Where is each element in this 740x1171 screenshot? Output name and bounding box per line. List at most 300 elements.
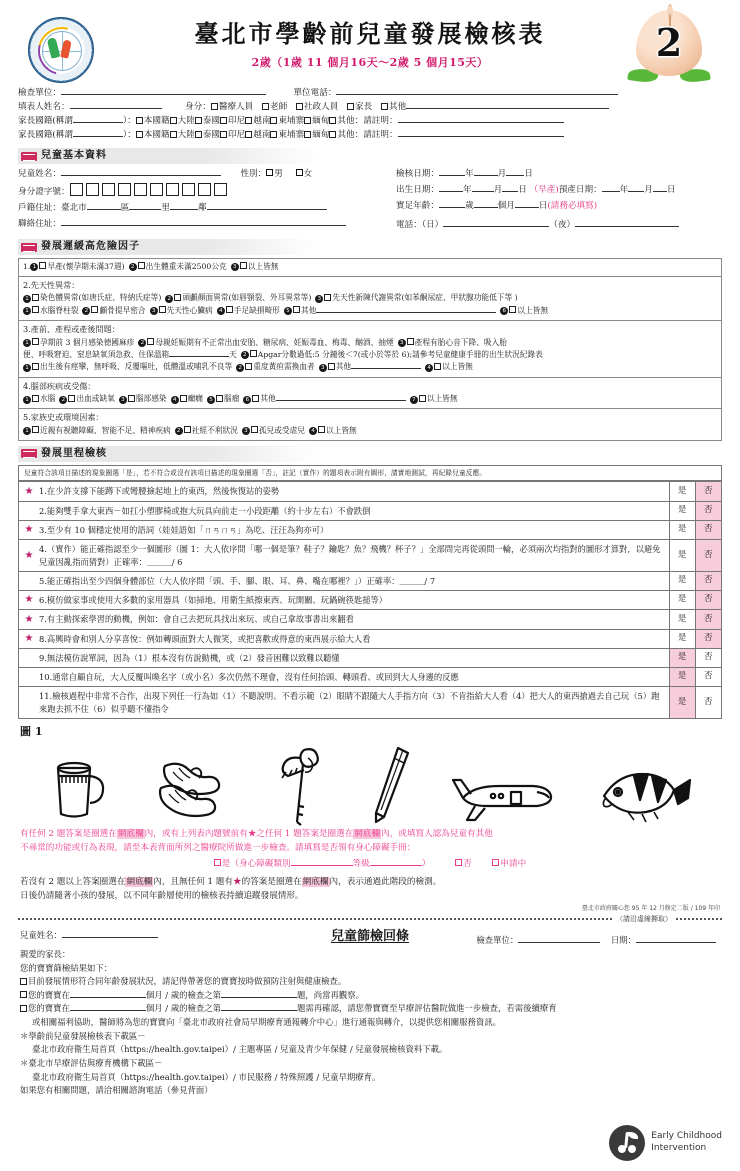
- checkbox-nat2-3[interactable]: [220, 131, 227, 138]
- pass-1c: 的答案是圈選在: [241, 876, 302, 887]
- risk-option-label: 以上皆無: [517, 305, 549, 315]
- risk-item-3: [19, 321, 721, 378]
- figure-caption: 圖 1: [20, 724, 43, 738]
- child-name-row: [18, 167, 390, 183]
- milestone-answer-yes[interactable]: 是: [669, 648, 695, 667]
- phone-row: [396, 214, 720, 234]
- id-box-9[interactable]: [198, 183, 211, 196]
- milestone-answer-yes[interactable]: 是: [669, 610, 695, 629]
- airplane-icon: [449, 766, 559, 826]
- risk-option-number: 2: [165, 295, 173, 303]
- slip-child-name-label: 兒童姓名：: [20, 930, 62, 941]
- risk-item-line: [23, 349, 717, 361]
- id-box-5[interactable]: [134, 183, 147, 196]
- checkbox-risk-option[interactable]: [39, 262, 46, 269]
- checkbox-risk-option[interactable]: [245, 363, 252, 370]
- checkbox-card-applying[interactable]: [492, 859, 499, 866]
- risk-banner-label: 發展遲緩高危險因子: [41, 241, 140, 253]
- parent-title-input-1[interactable]: [73, 115, 123, 123]
- card-close-paren: ）: [421, 858, 431, 869]
- milestone-answer-no[interactable]: 否: [695, 591, 721, 610]
- preterm-label: （早產): [529, 184, 559, 195]
- milestone-answer-yes[interactable]: 是: [669, 501, 695, 520]
- eci-text: [651, 1131, 722, 1154]
- star-marker-empty: [19, 501, 39, 520]
- parent-nationality-tail-2: ）：: [122, 130, 136, 141]
- gender-option-male: 男: [274, 168, 283, 179]
- checkbox-risk-option[interactable]: [250, 350, 257, 357]
- checkbox-nat1-2[interactable]: [195, 117, 202, 124]
- id-label: 身分證字號：: [18, 186, 70, 197]
- milestone-answer-yes[interactable]: 是: [669, 571, 695, 590]
- gender-label: 性別：: [240, 168, 267, 179]
- milestone-answer-yes[interactable]: 是: [669, 668, 695, 687]
- risk-option-number: 4: [171, 396, 179, 404]
- star-marker-icon: ★: [19, 520, 39, 539]
- keys-icon: [270, 744, 332, 826]
- risk-option-label: 先天性心臟病: [166, 305, 213, 315]
- notice-highlight-2: 網底欄: [354, 828, 381, 839]
- household-lin-input[interactable]: [170, 202, 198, 210]
- contact-address-input[interactable]: [61, 217, 346, 225]
- milestone-row: [19, 687, 721, 718]
- parent-nationality-row-2: [18, 129, 726, 143]
- id-box-4[interactable]: [118, 183, 131, 196]
- milestone-answer-yes[interactable]: 是: [669, 482, 695, 501]
- notice-1a: 有任何 2 題答案是圈選在: [20, 828, 117, 839]
- milestone-banner-label: 發展里程檢核: [41, 448, 107, 460]
- badge-number: 2: [655, 20, 683, 65]
- checkbox-nat1-1[interactable]: [170, 117, 177, 124]
- risk-option-number: 1: [30, 263, 38, 271]
- milestone-row: [19, 520, 721, 539]
- unit-phone-input[interactable]: [336, 87, 618, 95]
- checkbox-risk-option[interactable]: [147, 338, 154, 345]
- risk-option-number: 3: [150, 307, 158, 315]
- parent-nationality-label-2: 家長國籍(稱謂: [18, 130, 73, 141]
- date-unit-month-1: 月: [497, 168, 507, 179]
- risk-option-unit: 天: [229, 349, 237, 359]
- unit-input[interactable]: [61, 87, 266, 95]
- checkbox-risk-option[interactable]: [159, 306, 166, 313]
- slip-unit-row: [476, 934, 716, 948]
- milestone-row: [19, 668, 721, 687]
- checkbox-identity-0[interactable]: [211, 103, 218, 110]
- milestone-answer-no[interactable]: 否: [695, 629, 721, 648]
- checkbox-risk-option[interactable]: [184, 426, 191, 433]
- checkbox-risk-option[interactable]: [32, 338, 39, 345]
- milestone-answer-no[interactable]: 否: [695, 501, 721, 520]
- date-unit-year-2: 年: [462, 184, 472, 195]
- nat2-opt-0: 本國籍: [143, 130, 170, 141]
- risk-option-label: 水腦: [40, 394, 56, 404]
- risk-option-label: 水腦脊柱裂: [40, 305, 79, 315]
- age-day-input[interactable]: [515, 199, 539, 207]
- milestone-answer-no[interactable]: 否: [695, 687, 721, 718]
- page-header: [14, 0, 726, 86]
- peach-badge-icon: [626, 8, 712, 86]
- id-box-7[interactable]: [166, 183, 179, 196]
- identity-option-2: 社政人員: [303, 102, 339, 113]
- risk-option-label: Apgar分數過低:5 分鐘後＜7(或小於等於 6);請參考兒童健康手冊的出生狀況紀錄表: [257, 349, 543, 359]
- checkbox-nat1-5[interactable]: [270, 117, 277, 124]
- cut-line-label: （請沿虛線撕取）: [616, 914, 672, 923]
- slip-download-2-title: ＊臺北市早療評估與療育機構下載區－: [20, 1057, 163, 1068]
- unit-label: 檢查單位：: [18, 88, 61, 99]
- checkbox-slip-3[interactable]: [20, 1005, 27, 1012]
- due-month-input[interactable]: [628, 184, 644, 192]
- nat2-opt-2: 泰國: [202, 130, 221, 141]
- risk-option-label: 以上皆無: [325, 425, 357, 435]
- checkbox-risk-option[interactable]: [32, 363, 39, 370]
- banner-mark-icon-3: [21, 449, 37, 458]
- checkbox-card-no[interactable]: [455, 859, 462, 866]
- checkbox-nat1-4[interactable]: [245, 117, 252, 124]
- date-unit-day-1: 日: [524, 168, 533, 179]
- risk-option-number: 3: [398, 339, 406, 347]
- milestone-row: [19, 540, 721, 572]
- checkbox-nat2-5[interactable]: [270, 131, 277, 138]
- risk-option-label: 頭顱顏面異常(如唇顎裂、外耳異常等): [182, 293, 312, 303]
- risk-item-line: [23, 337, 717, 349]
- checkbox-nat2-other[interactable]: [329, 131, 336, 138]
- slip-option-2: [20, 989, 720, 1003]
- pass-line-1: [20, 876, 720, 890]
- due-day-input[interactable]: [653, 184, 667, 192]
- pass-1b: 內，且無任何 1 題有: [153, 876, 233, 887]
- milestone-answer-no[interactable]: 否: [695, 668, 721, 687]
- checkbox-nat2-0[interactable]: [136, 131, 143, 138]
- milestone-answer-yes[interactable]: 是: [669, 629, 695, 648]
- milestone-item-text: 6.模仿做家事或使用大多數的家用器具（如掃地、用衛生紙擦東西、玩開關、玩鍋碗筷匙搥等）: [39, 591, 669, 610]
- id-box-8[interactable]: [182, 183, 195, 196]
- identity-option-4: 其他: [388, 102, 407, 113]
- risk-option-label: 手足缺損畸形: [233, 305, 280, 315]
- notice-1d: 內，或填寫人認為兒童有其他: [381, 828, 493, 839]
- milestone-answer-yes[interactable]: 是: [669, 540, 695, 572]
- milestone-item-text: 1.在少許支撐下能蹲下或彎腰撿起地上的東西，然後恢復站的姿勢: [39, 482, 669, 501]
- checkbox-identity-2[interactable]: [296, 103, 303, 110]
- milestone-answer-no[interactable]: 否: [695, 540, 721, 572]
- checkbox-risk-option[interactable]: [324, 294, 331, 301]
- household-unit-2: 鄰: [197, 202, 207, 213]
- risk-option-number: 3: [231, 263, 239, 271]
- slip-2-item-input[interactable]: [221, 990, 297, 998]
- basic-info-banner-label: 兒童基本資料: [41, 150, 107, 162]
- slip-unit-input[interactable]: [518, 935, 600, 943]
- age-year-input[interactable]: [439, 199, 465, 207]
- date-unit-month-3: 月: [644, 184, 653, 195]
- risk-item-2: [19, 277, 721, 321]
- phone-label: 單位電話：: [293, 88, 337, 99]
- checkbox-gender-male[interactable]: [266, 169, 273, 176]
- risk-option-number: 1: [23, 364, 31, 372]
- date-unit-year-1: 年: [464, 168, 474, 179]
- birth-date-label: 出生日期：: [396, 184, 439, 195]
- fish-icon: [594, 764, 698, 826]
- risk-option-input[interactable]: [276, 394, 406, 401]
- slip-option-1-label: 目前發展情形符合同年齡發展狀況，請記得帶著您的寶寶按時做預防注射與健康檢查。: [28, 976, 347, 987]
- checkbox-identity-4[interactable]: [381, 103, 388, 110]
- checkbox-risk-option[interactable]: [138, 262, 145, 269]
- milestone-answer-yes[interactable]: 是: [669, 687, 695, 718]
- checkbox-risk-option[interactable]: [91, 306, 98, 313]
- checkbox-risk-option[interactable]: [419, 395, 426, 402]
- slip-dear-parent: 親愛的家長：: [20, 949, 71, 960]
- household-district-input[interactable]: [87, 202, 121, 210]
- nat1-opt-2: 泰國: [202, 116, 221, 127]
- card-type-input[interactable]: [291, 858, 353, 866]
- star-marker-icon: ★: [19, 540, 39, 572]
- nat2-other-input[interactable]: [398, 129, 564, 137]
- identity-option-0: 醫療人員: [218, 102, 254, 113]
- star-marker-empty: [19, 648, 39, 667]
- slip-date-input[interactable]: [636, 935, 716, 943]
- nat1-other-input[interactable]: [398, 115, 564, 123]
- age-required-note: (請務必填寫): [547, 200, 598, 211]
- risk-option-input[interactable]: [169, 350, 229, 357]
- check-date-month-input[interactable]: [474, 168, 498, 176]
- milestone-answer-no[interactable]: 否: [695, 482, 721, 501]
- id-box-6[interactable]: [150, 183, 163, 196]
- milestone-item-text: 10.通常自顧自玩，大人反覆叫喚名字（或小名）多次仍然不理會，沒有任何抬頭、轉頭看、或回到大人身邊的反應: [39, 668, 669, 687]
- checkbox-risk-option[interactable]: [68, 395, 75, 402]
- checkbox-nat2-6[interactable]: [304, 131, 311, 138]
- identity-other-input[interactable]: [406, 101, 609, 109]
- milestone-row: [19, 571, 721, 590]
- phone-day-input[interactable]: [443, 219, 549, 227]
- pass-1a: 若沒有 2 題以上答案圈選在: [20, 876, 126, 887]
- slip-option-2a: 您的寶寶在: [28, 989, 70, 1000]
- risk-option-number: 4: [425, 364, 433, 372]
- checkbox-risk-option[interactable]: [174, 294, 181, 301]
- risk-item-title: 2.先天性異常：: [23, 280, 80, 291]
- check-date-year-input[interactable]: [439, 168, 465, 176]
- checkbox-risk-option[interactable]: [32, 306, 39, 313]
- cut-line: [18, 915, 722, 924]
- milestone-answer-yes[interactable]: 是: [669, 520, 695, 539]
- referral-notice: [14, 826, 726, 872]
- date-unit-day-3: 日: [666, 184, 676, 195]
- slip-3-age-input[interactable]: [70, 1004, 146, 1012]
- risk-option-number: 1: [23, 427, 31, 435]
- eci-line-1: Early Childhood: [651, 1131, 722, 1142]
- nat1-opt-0: 本國籍: [143, 116, 170, 127]
- milestone-answer-yes[interactable]: 是: [669, 591, 695, 610]
- birth-day-input[interactable]: [502, 184, 518, 192]
- checkbox-nat2-1[interactable]: [170, 131, 177, 138]
- checkbox-risk-option[interactable]: [128, 395, 135, 402]
- basic-info-block: [14, 167, 726, 235]
- checkbox-slip-1[interactable]: [20, 978, 27, 985]
- age-month-input[interactable]: [474, 199, 498, 207]
- contact-row: [18, 217, 390, 233]
- risk-item-1: [19, 259, 721, 277]
- cup-icon: [42, 752, 116, 826]
- card-level-label: 等級: [352, 858, 370, 869]
- page-title: 臺北市學齡前兒童發展檢核表: [194, 19, 546, 48]
- checkbox-slip-2[interactable]: [20, 991, 27, 998]
- parent-nationality-row-1: [18, 115, 726, 129]
- checkbox-risk-option[interactable]: [293, 306, 300, 313]
- risk-option-label: 先天性新陳代謝異常(如苯酮尿症、甲狀腺功能低下等 ): [332, 293, 518, 303]
- checkbox-risk-option[interactable]: [328, 363, 335, 370]
- id-box-10[interactable]: [214, 183, 227, 196]
- star-marker-icon: ★: [19, 591, 39, 610]
- slip-title: 兒童篩檢回條: [330, 929, 409, 945]
- checkbox-risk-option[interactable]: [252, 395, 259, 402]
- banner-mark-icon: [21, 152, 37, 161]
- risk-option-label: 腦瘤: [224, 394, 240, 404]
- risk-item-line: [23, 261, 717, 273]
- milestone-answer-no[interactable]: 否: [695, 610, 721, 629]
- milestone-answer-no[interactable]: 否: [695, 520, 721, 539]
- id-box-1[interactable]: [70, 183, 83, 196]
- risk-option-label: 以上皆無: [426, 394, 458, 404]
- check-date-day-input[interactable]: [506, 168, 524, 176]
- checkbox-risk-option[interactable]: [32, 294, 39, 301]
- checkbox-identity-3[interactable]: [347, 103, 354, 110]
- milestone-item-text: 8.高興時會和別人分享喜悅：例如轉頭面對大人微笑，或把喜歡或得意的東西展示給大人看: [39, 629, 669, 648]
- risk-option-input[interactable]: [316, 306, 496, 313]
- card-no-label: 否: [463, 858, 472, 869]
- notice-line-1: [20, 828, 720, 842]
- checkbox-nat1-3[interactable]: [220, 117, 227, 124]
- risk-option-number: 6: [500, 307, 508, 315]
- checkbox-nat1-0[interactable]: [136, 117, 143, 124]
- checkbox-identity-1[interactable]: [262, 103, 269, 110]
- notice-highlight-1: 網底欄: [117, 828, 144, 839]
- checkbox-nat1-other[interactable]: [329, 117, 336, 124]
- slip-2-age-input[interactable]: [70, 990, 146, 998]
- slip-date-label: 日期：: [610, 935, 636, 946]
- slip-option-2c: 題，尚當再觀察。: [297, 989, 365, 1000]
- checkbox-nat2-4[interactable]: [245, 131, 252, 138]
- id-box-2[interactable]: [86, 183, 99, 196]
- card-yes-label: 是（身心障礙類別: [221, 858, 291, 869]
- checkbox-risk-option[interactable]: [240, 262, 247, 269]
- risk-option-number: 4: [217, 307, 225, 315]
- risk-option-number: 3: [315, 295, 323, 303]
- household-li-input[interactable]: [129, 202, 161, 210]
- household-unit-1: 里: [161, 202, 170, 213]
- risk-option-number: 2: [175, 427, 183, 435]
- milestone-row: [19, 648, 721, 667]
- milestone-row: [19, 501, 721, 520]
- phone-night-label: （夜）: [549, 220, 576, 231]
- risk-option-label: 母親妊娠期有不正常出血安胎、糖尿病、妊娠毒血、梅毒、酗酒、抽煙: [155, 337, 394, 347]
- risk-item-5: [19, 409, 721, 440]
- cherry-badge-icon: [609, 1125, 645, 1161]
- notice-1b: 內，或有上列表內題號前有: [144, 828, 248, 839]
- star-marker-icon: ★: [19, 482, 39, 501]
- checkbox-risk-option[interactable]: [318, 426, 325, 433]
- pass-line-2: 日後仍請隨著小孩的發展，以不同年齡層使用的檢核表持續追蹤發展情形。: [20, 890, 304, 901]
- age-unit-month: 個月: [497, 200, 515, 211]
- slip-3-item-input[interactable]: [221, 1004, 297, 1012]
- date-unit-day-2: 日: [518, 184, 527, 195]
- risk-option-label: 染色體異常(如唐氏症、特納氏症等): [40, 293, 162, 303]
- checkbox-risk-option[interactable]: [226, 306, 233, 313]
- pencil-icon: [368, 744, 414, 826]
- checkbox-gender-female[interactable]: [296, 169, 303, 176]
- due-year-input[interactable]: [602, 184, 620, 192]
- slip-download-1-title: ＊學齡前兒童發展檢核表下載區－: [20, 1030, 146, 1041]
- checkbox-risk-option[interactable]: [32, 395, 39, 402]
- checkbox-card-yes[interactable]: [214, 859, 221, 866]
- phone-label-basic: 電話：: [396, 220, 422, 231]
- birth-month-input[interactable]: [472, 184, 494, 192]
- risk-option-label: 以上皆無: [247, 261, 279, 271]
- page-subtitle: 2歲（1歲 11 個月16天～2歲 5 個月15天）: [251, 56, 489, 70]
- risk-option-number: 3: [242, 427, 250, 435]
- checkbox-risk-option[interactable]: [32, 426, 39, 433]
- due-date-label: 預產日期：: [558, 184, 602, 195]
- household-unit-0: 區: [120, 202, 130, 213]
- checkbox-risk-option[interactable]: [407, 338, 414, 345]
- check-date-label: 檢核日期：: [396, 168, 439, 179]
- phone-night-input[interactable]: [575, 219, 679, 227]
- checkbox-nat2-2[interactable]: [195, 131, 202, 138]
- figure-1-row: [14, 740, 726, 826]
- risk-option-number: 2: [82, 307, 90, 315]
- checkbox-risk-option[interactable]: [509, 306, 516, 313]
- checkbox-risk-option[interactable]: [216, 395, 223, 402]
- risk-option-number: 1: [23, 307, 31, 315]
- banner-mark-icon-2: [21, 243, 37, 252]
- risk-option-label: 近親有視聽障礙、智能不足、精神疾病: [40, 425, 171, 435]
- id-box-3[interactable]: [102, 183, 115, 196]
- risk-option-number: 2: [138, 339, 146, 347]
- checkbox-risk-option[interactable]: [180, 395, 187, 402]
- checkbox-risk-option[interactable]: [251, 426, 258, 433]
- slip-header: [20, 926, 720, 948]
- milestone-item-text: 11.檢核過程中非常不合作，出現下列任一行為如（1）不聽說明、不看示範（2）眼睛不跟隨大人手指方向（3）不肯指給大人看（4）把大人的東西搶過去自己玩（5）跑來跑去抓不住（6）似乎聽不懂指令: [39, 687, 669, 718]
- star-marker-empty: [19, 687, 39, 718]
- filler-name-input[interactable]: [70, 101, 162, 109]
- parent-nationality-tail-1: ）：: [122, 116, 136, 127]
- eci-line-2: Intervention: [651, 1143, 707, 1153]
- risk-item-title: 5.家族史或環境因素：: [23, 412, 104, 423]
- nat1-other-label: 其他：請註明：: [337, 116, 398, 127]
- risk-option-input[interactable]: [351, 362, 421, 369]
- checkbox-nat1-6[interactable]: [304, 117, 311, 124]
- parent-title-input-2[interactable]: [73, 129, 123, 137]
- nat1-opt-1: 大陸: [177, 116, 195, 127]
- risk-option-label: 以上皆無: [442, 362, 473, 372]
- identity-option-1: 老師: [269, 102, 288, 113]
- risk-item-line: [23, 361, 717, 373]
- risk-option-label: 重度黃疸需換血者: [253, 362, 315, 372]
- checkbox-risk-option[interactable]: [434, 363, 441, 370]
- household-rest-input[interactable]: [207, 202, 327, 210]
- risk-option-number: 3: [119, 396, 127, 404]
- birth-year-input[interactable]: [439, 184, 463, 192]
- milestone-answer-no[interactable]: 否: [695, 571, 721, 590]
- nat2-opt-5: 東埔寨: [278, 130, 305, 141]
- card-level-input[interactable]: [370, 858, 422, 866]
- risk-item-line: [23, 393, 717, 405]
- nat1-opt-3: 印尼: [228, 116, 246, 127]
- milestone-answer-no[interactable]: 否: [695, 648, 721, 667]
- risk-banner: [18, 239, 318, 255]
- slip-option-3c: 題需再確認，請您帶寶寶至早療評估醫院做進一步檢查，若需後續療育: [297, 1003, 557, 1014]
- risk-option-label: 產程有胎心音下降、吸入胎: [414, 337, 507, 347]
- child-name-input[interactable]: [61, 168, 221, 176]
- risk-option-label: 早產(懷孕期未滿37週): [47, 261, 125, 271]
- basic-info-banner: [18, 148, 318, 164]
- risk-option-number: 5: [284, 307, 292, 315]
